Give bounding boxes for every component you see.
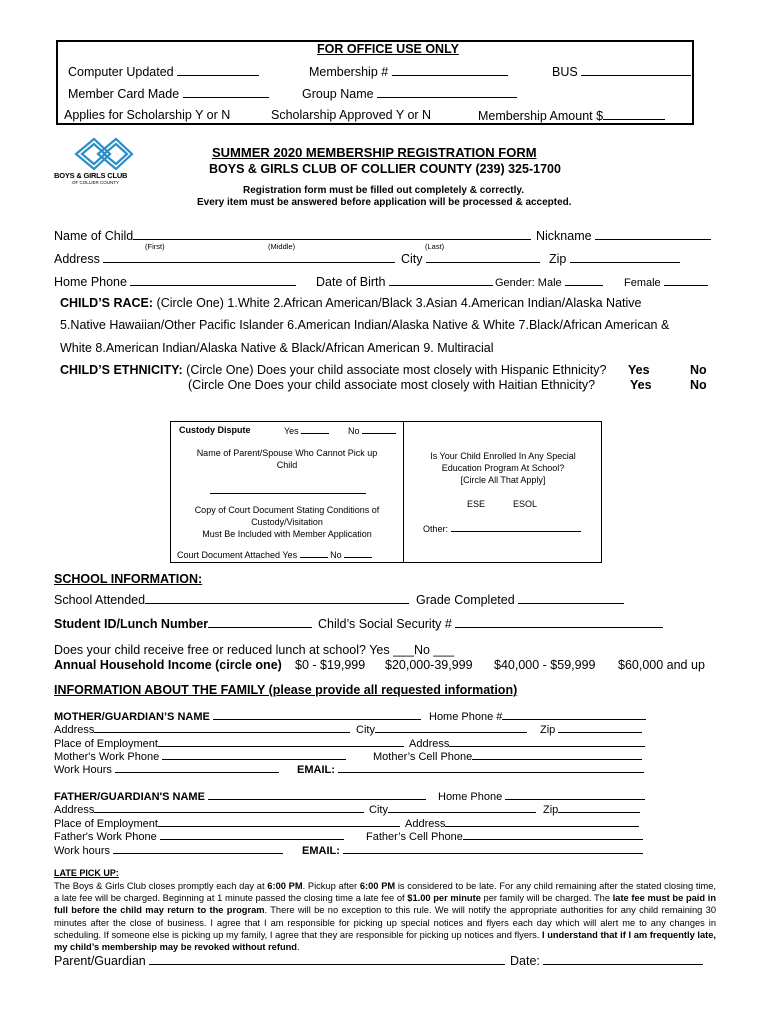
mother-address-label: Address bbox=[54, 722, 350, 736]
hispanic-yes[interactable]: Yes bbox=[628, 363, 650, 377]
bgc-logo-icon bbox=[70, 136, 142, 170]
office-use-title: FOR OFFICE USE ONLY bbox=[317, 42, 459, 56]
ethnicity-line-1: CHILD’S ETHNICITY: (Circle One) Does your child associate most closely with Hispanic Ethnicity? bbox=[60, 363, 607, 377]
member-card-field[interactable] bbox=[183, 86, 269, 98]
mother-work-phone-label: Mother's Work Phone bbox=[54, 749, 346, 763]
school-attended-field[interactable] bbox=[145, 592, 409, 604]
mother-name-field[interactable] bbox=[213, 709, 421, 720]
ethnicity-line-2: (Circle One Does your child associate most closely with Haitian Ethnicity? bbox=[188, 378, 596, 392]
father-zip-field[interactable] bbox=[558, 802, 640, 813]
income-option-2[interactable]: $20,000-39,999 bbox=[385, 658, 473, 672]
father-home-phone-label: Home Phone bbox=[438, 789, 645, 803]
computer-updated-label: Computer Updated bbox=[68, 64, 259, 79]
family-heading: INFORMATION ABOUT THE FAMILY (please provide all requested information) bbox=[54, 683, 518, 697]
mother-email-label: EMAIL: bbox=[297, 762, 644, 776]
middle-hint: (Middle) bbox=[268, 242, 296, 251]
instruction-2: Every item must be answered before application will be processed & accepted. bbox=[197, 197, 572, 208]
mother-home-phone-field[interactable] bbox=[502, 709, 646, 720]
mother-emp-address-label: Address bbox=[409, 736, 645, 750]
date-label: Date: bbox=[510, 953, 703, 968]
custody-no-field[interactable] bbox=[362, 425, 396, 434]
group-name-label: Group Name bbox=[302, 86, 517, 101]
father-cell-phone-label: Father’s Cell Phone bbox=[366, 829, 643, 843]
custody-dispute-label: Custody Dispute bbox=[179, 425, 251, 435]
address-field[interactable] bbox=[103, 251, 395, 263]
father-cell-phone-field[interactable] bbox=[463, 829, 643, 840]
father-city-label: City bbox=[369, 802, 536, 816]
mother-zip-label: Zip bbox=[540, 722, 642, 736]
father-emp-address-field[interactable] bbox=[445, 816, 639, 827]
date-field[interactable] bbox=[543, 953, 703, 965]
last-hint: (Last) bbox=[425, 242, 445, 251]
club-logo bbox=[54, 136, 142, 186]
other-field[interactable] bbox=[451, 523, 581, 532]
home-phone-field[interactable] bbox=[130, 274, 296, 286]
mother-work-hours-label: Work Hours bbox=[54, 762, 279, 776]
custody-no-label: No bbox=[348, 425, 396, 436]
membership-amount-field[interactable] bbox=[603, 108, 665, 120]
special-ed-line-3: [Circle All That Apply] bbox=[460, 475, 546, 485]
grade-completed-label: Grade Completed bbox=[416, 592, 624, 607]
mother-city-label: City bbox=[356, 722, 527, 736]
special-ed-line-1: Is Your Child Enrolled In Any Special bbox=[430, 451, 576, 461]
parent-cannot-pickup-field[interactable] bbox=[210, 493, 366, 494]
scholarship-approved-label: Scholarship Approved Y or N bbox=[271, 108, 432, 122]
mother-employment-field[interactable] bbox=[158, 736, 404, 747]
mother-email-field[interactable] bbox=[338, 762, 644, 773]
court-doc-attached-label: Court Document Attached Yes No bbox=[177, 549, 372, 560]
form-subtitle: BOYS & GIRLS CLUB OF COLLIER COUNTY (239) 325-1700 bbox=[209, 162, 561, 176]
custody-yes-field[interactable] bbox=[301, 425, 329, 434]
father-email-label: EMAIL: bbox=[302, 843, 643, 857]
female-field[interactable] bbox=[664, 276, 708, 286]
city-label: City bbox=[401, 251, 540, 266]
mother-work-phone-field[interactable] bbox=[162, 749, 346, 760]
school-attended-label: School Attended bbox=[54, 592, 409, 607]
parent-cannot-pickup-label-2: Child bbox=[276, 460, 298, 470]
father-work-hours-field[interactable] bbox=[113, 843, 283, 854]
mother-emp-address-field[interactable] bbox=[449, 736, 645, 747]
father-emp-address-label: Address bbox=[405, 816, 639, 830]
school-info-heading: SCHOOL INFORMATION: bbox=[54, 572, 203, 586]
income-option-4[interactable]: $60,000 and up bbox=[618, 658, 705, 672]
late-pickup-heading: LATE PICK UP: bbox=[54, 868, 119, 878]
father-address-label: Address bbox=[54, 802, 364, 816]
haitian-yes[interactable]: Yes bbox=[630, 378, 652, 392]
member-card-label: Member Card Made bbox=[68, 86, 269, 101]
other-label: Other: bbox=[423, 523, 581, 534]
child-name-field[interactable] bbox=[133, 228, 531, 240]
instruction-1: Registration form must be filled out completely & correctly. bbox=[243, 185, 524, 196]
income-line: Annual Household Income (circle one) bbox=[54, 658, 282, 672]
court-doc-line-3: Must Be Included with Member Application bbox=[202, 529, 372, 539]
zip-label: Zip bbox=[549, 251, 680, 266]
late-pickup-policy: The Boys & Girls Club closes promptly each day at 6:00 PM. Pickup after 6:00 PM is considered to be late. For any child remaining after the stated closing time, a late fee will be charged. Beginning at 1 minute passed the closing time a late fee of $1.00 per minute per family will be charged. The late fee must be paid in full before the child may return to the program. There will be no exception to this rule. We will notify the appropriate authorities for any child remaining 30 minutes after the close of business. I agree that I am responsible for picking up special notices and flyers each day which will alert me to any changes in scheduling. If someone else is picking up my family, I agree that they are responsible for picking up notices and flyers. I understand that if I am frequently late, my child’s membership may be revoked without refund. bbox=[54, 881, 717, 953]
mother-work-hours-field[interactable] bbox=[115, 762, 279, 773]
father-zip-label: Zip bbox=[543, 802, 640, 816]
income-option-3[interactable]: $40,000 - $59,999 bbox=[494, 658, 596, 672]
membership-number-field[interactable] bbox=[392, 64, 508, 76]
race-line-3: White 8.American Indian/Alaska Native & Black/African American 9. Multiracial bbox=[60, 341, 494, 355]
esol-option[interactable]: ESOL bbox=[513, 499, 538, 509]
mother-employment-label: Place of Employment bbox=[54, 736, 404, 750]
mother-zip-field[interactable] bbox=[558, 722, 642, 733]
dob-field[interactable] bbox=[389, 274, 493, 286]
mother-cell-phone-field[interactable] bbox=[472, 749, 642, 760]
applies-scholarship-label: Applies for Scholarship Y or N bbox=[64, 108, 231, 122]
custody-box bbox=[170, 421, 602, 563]
free-lunch-question: Does your child receive free or reduced lunch at school? Yes ___No ___ bbox=[54, 643, 455, 657]
parent-cannot-pickup-label: Name of Parent/Spouse Who Cannot Pick up bbox=[196, 448, 378, 458]
membership-amount-label: Membership Amount $ bbox=[478, 108, 665, 123]
ssn-field[interactable] bbox=[455, 616, 663, 628]
bus-label: BUS bbox=[552, 64, 691, 79]
race-line-2: 5.Native Hawaiian/Other Pacific Islander 6.American Indian/Alaska Native & White 7.Black/African American & bbox=[60, 318, 670, 332]
court-doc-line-2: Custody/Visitation bbox=[251, 517, 323, 527]
membership-number-label: Membership # bbox=[309, 64, 508, 79]
mother-address-field[interactable] bbox=[94, 722, 350, 733]
nickname-field[interactable] bbox=[595, 228, 711, 240]
father-work-hours-label: Work hours bbox=[54, 843, 283, 857]
custody-yes-label: Yes bbox=[284, 425, 329, 436]
parent-signature-label: Parent/Guardian bbox=[54, 953, 505, 968]
form-title: SUMMER 2020 MEMBERSHIP REGISTRATION FORM bbox=[212, 145, 537, 160]
bus-field[interactable] bbox=[581, 64, 691, 76]
mother-cell-phone-label: Mother’s Cell Phone bbox=[373, 749, 642, 763]
mother-name-label: MOTHER/GUARDIAN’S NAME bbox=[54, 709, 421, 723]
mother-home-phone-label: Home Phone # bbox=[429, 709, 646, 723]
special-ed-line-2: Education Program At School? bbox=[441, 463, 565, 473]
parent-signature-field[interactable] bbox=[149, 953, 505, 965]
first-hint: (First) bbox=[145, 242, 165, 251]
custody-divider bbox=[403, 421, 404, 563]
race-line-1: CHILD’S RACE: (Circle One) 1.White 2.African American/Black 3.Asian 4.American Indian/Alaska Native bbox=[60, 296, 642, 310]
hispanic-no[interactable]: No bbox=[690, 363, 707, 377]
female-label: Female bbox=[624, 276, 708, 289]
city-field[interactable] bbox=[426, 251, 540, 263]
gender-label: Gender: Male bbox=[495, 276, 603, 289]
court-doc-no-field[interactable] bbox=[344, 549, 372, 558]
male-field[interactable] bbox=[565, 276, 603, 286]
father-work-phone-label: Father's Work Phone bbox=[54, 829, 344, 843]
ese-option[interactable]: ESE bbox=[467, 499, 486, 509]
father-city-field[interactable] bbox=[388, 802, 536, 813]
father-employment-field[interactable] bbox=[158, 816, 400, 827]
home-phone-label: Home Phone bbox=[54, 274, 296, 289]
father-employment-label: Place of Employment bbox=[54, 816, 400, 830]
mother-city-field[interactable] bbox=[375, 722, 527, 733]
father-name-label: FATHER/GUARDIAN'S NAME bbox=[54, 789, 426, 803]
group-name-field[interactable] bbox=[377, 86, 517, 98]
court-doc-yes-field[interactable] bbox=[300, 549, 328, 558]
student-id-field[interactable] bbox=[208, 616, 312, 628]
address-label: Address bbox=[54, 251, 395, 266]
court-doc-line-1: Copy of Court Document Stating Conditions of bbox=[194, 505, 380, 515]
ssn-label: Child’s Social Security # bbox=[318, 616, 663, 631]
grade-completed-field[interactable] bbox=[518, 592, 624, 604]
father-address-field[interactable] bbox=[94, 802, 364, 813]
student-id-label: Student ID/Lunch Number bbox=[54, 616, 312, 631]
father-work-phone-field[interactable] bbox=[160, 829, 344, 840]
income-option-1[interactable]: $0 - $19,999 bbox=[295, 658, 366, 672]
logo-text: BOYS & GIRLS CLUB bbox=[54, 171, 128, 180]
zip-field[interactable] bbox=[570, 251, 680, 263]
haitian-no[interactable]: No bbox=[690, 378, 707, 392]
logo-subtext: OF COLLIER COUNTY bbox=[72, 180, 120, 185]
father-email-field[interactable] bbox=[343, 843, 643, 854]
father-name-field[interactable] bbox=[208, 789, 426, 800]
computer-updated-field[interactable] bbox=[177, 64, 259, 76]
dob-label: Date of Birth bbox=[316, 274, 493, 289]
child-name-label: Name of Child bbox=[54, 228, 531, 243]
nickname-label: Nickname bbox=[536, 228, 711, 243]
father-home-phone-field[interactable] bbox=[505, 789, 645, 800]
